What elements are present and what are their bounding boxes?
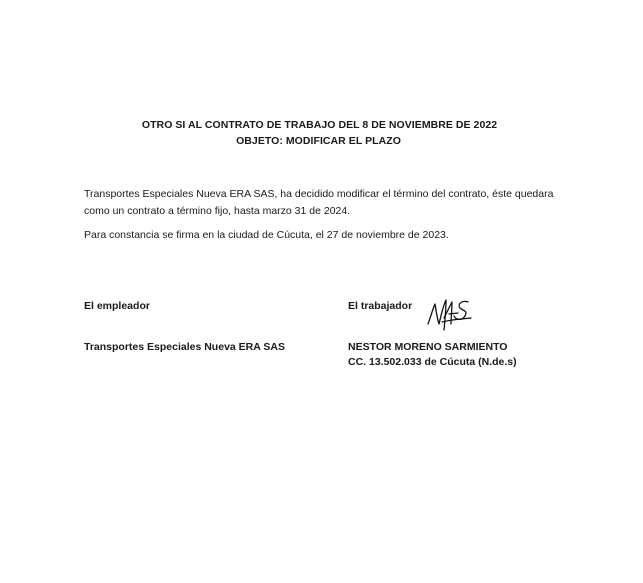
worker-full-name: NESTOR MORENO SARMIENTO [348, 341, 508, 353]
employer-signature-label: El empleador [84, 300, 150, 312]
document-title: OTRO SI AL CONTRATO DE TRABAJO DEL 8 DE NOVIEMBRE DE 2022 [141, 119, 498, 131]
worker-signature-label: El trabajador [348, 300, 413, 312]
employer-company-name: Transportes Especiales Nueva ERA SAS [84, 341, 285, 353]
document-subtitle: OBJETO: MODIFICAR EL PLAZO [236, 135, 401, 147]
contract-modification-paragraph: Transportes Especiales Nueva ERA SAS, ha decidido modificar el término del contrato, éste quedara como un contrato a término fijo, hasta marzo 31 de 2024. [84, 188, 554, 217]
signing-place-date-paragraph: Para constancia se firma en la ciudad de Cúcuta, el 27 de noviembre de 2023. [84, 229, 449, 241]
handwritten-signature [424, 294, 476, 334]
worker-id-number: CC. 13.502.033 de Cúcuta (N.de.s) [348, 356, 517, 368]
